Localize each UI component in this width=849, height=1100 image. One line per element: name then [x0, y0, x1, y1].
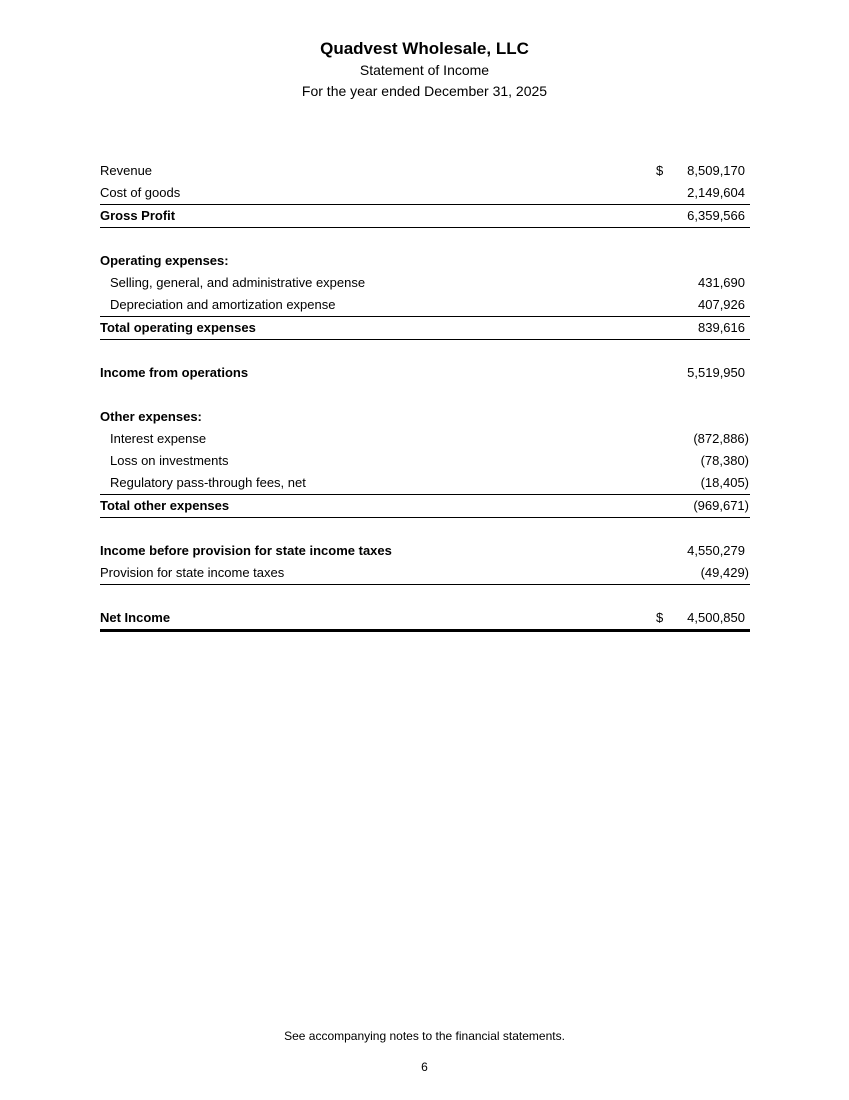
total-other-expenses-value: (969,671) — [693, 498, 749, 513]
footer-note: See accompanying notes to the financial statements. — [284, 1029, 565, 1043]
company-name: Quadvest Wholesale, LLC — [320, 39, 529, 58]
line-item-row — [100, 272, 750, 294]
net-income-value: 4,500,850 — [687, 610, 745, 625]
cost-of-goods-value: 2,149,604 — [687, 185, 745, 200]
gross-profit-row — [100, 205, 750, 228]
income-from-operations-label: Income from operations — [100, 365, 249, 380]
spacer — [100, 518, 750, 540]
sga-expense-value: 431,690 — [698, 275, 745, 290]
operating-expenses-heading-row — [100, 250, 750, 272]
total-other-expenses-row — [100, 495, 750, 518]
currency-symbol: $ — [656, 163, 664, 178]
cost-of-goods-label: Cost of goods — [100, 185, 181, 200]
total-operating-expenses-value: 839,616 — [698, 320, 745, 335]
total-operating-expenses-row — [100, 317, 750, 340]
statement-period: For the year ended December 31, 2025 — [301, 83, 548, 99]
spacer — [100, 384, 750, 406]
line-item-row — [100, 428, 750, 450]
line-item-row — [100, 450, 750, 472]
spacer — [100, 228, 750, 250]
other-expenses-heading-row — [100, 406, 750, 428]
gross-profit-value: 6,359,566 — [687, 208, 745, 223]
loss-on-investments-value: (78,380) — [700, 453, 749, 468]
gross-profit-label: Gross Profit — [100, 208, 176, 223]
income-from-operations-row — [100, 362, 750, 384]
net-income-label: Net Income — [100, 610, 171, 625]
line-item-row — [100, 472, 750, 495]
currency-symbol: $ — [656, 610, 664, 625]
regulatory-fees-label: Regulatory pass-through fees, net — [110, 475, 306, 490]
revenue-label: Revenue — [100, 163, 153, 178]
total-other-expenses-label: Total other expenses — [100, 498, 230, 513]
provision-tax-label: Provision for state income taxes — [100, 565, 285, 580]
net-income-row — [100, 607, 750, 632]
spacer — [100, 585, 750, 607]
income-statement-table — [100, 160, 750, 632]
depreciation-expense-label: Depreciation and amortization expense — [110, 297, 336, 312]
regulatory-fees-value: (18,405) — [700, 475, 749, 490]
cost-of-goods-row — [100, 182, 750, 205]
other-expenses-heading: Other expenses: — [100, 409, 202, 424]
income-before-tax-row — [100, 540, 750, 562]
statement-header — [0, 38, 849, 102]
operating-expenses-heading: Operating expenses: — [100, 253, 229, 268]
total-operating-expenses-label: Total operating expenses — [100, 320, 256, 335]
loss-on-investments-label: Loss on investments — [110, 453, 229, 468]
provision-tax-row — [100, 562, 750, 585]
interest-expense-label: Interest expense — [110, 431, 207, 446]
income-from-operations-value: 5,519,950 — [687, 365, 745, 380]
line-item-row — [100, 294, 750, 317]
income-before-tax-value: 4,550,279 — [687, 543, 745, 558]
revenue-row — [100, 160, 750, 182]
depreciation-expense-value: 407,926 — [698, 297, 745, 312]
statement-title: Statement of Income — [359, 62, 490, 78]
provision-tax-value: (49,429) — [700, 565, 749, 580]
spacer — [100, 340, 750, 362]
income-before-tax-label: Income before provision for state income taxes — [100, 543, 392, 558]
interest-expense-value: (872,886) — [693, 431, 749, 446]
sga-expense-label: Selling, general, and administrative expense — [110, 275, 366, 290]
page-number: 6 — [421, 1060, 428, 1074]
revenue-value: 8,509,170 — [687, 163, 745, 178]
